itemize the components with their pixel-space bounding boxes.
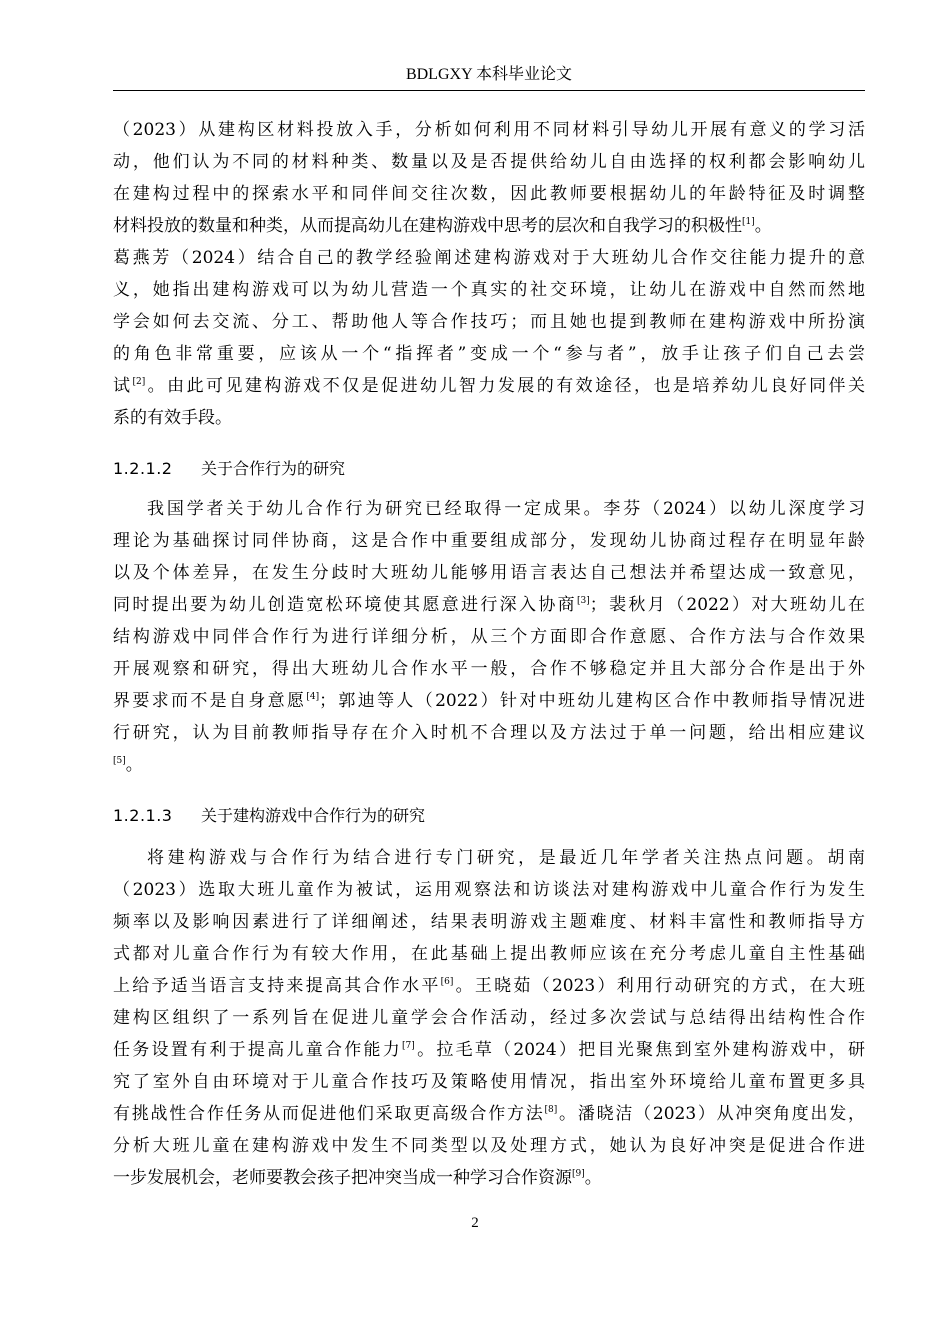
text-line: 结构游戏中同伴合作行为进行详细分析，从三个方面即合作意愿、合作方法与合作效果 [113,627,865,647]
text-run: 上给予适当语言支持来提高其合作水平 [113,976,441,996]
text-line: 式都对儿童合作行为有较大作用，在此基础上提出教师应该在充分考虑儿童自主性基础 [113,944,865,964]
text-line [113,1162,865,1194]
citation-ref: [1] [742,217,755,227]
text-line: 行研究，认为目前教师指导存在介入时机不合理以及方法过于单一问题，给出相应建议 [113,723,865,743]
citation-ref: [2] [132,377,146,387]
text-line: 建构区组织了一系列旨在促进儿童学会合作活动，经过多次尝试与总结得出结构性合作 [113,1008,865,1028]
paragraph-construction-cooperation [113,842,865,1194]
section-number: 1.2.1.3 [113,806,173,825]
header-rule [113,90,865,91]
text-line: 开展观察和研究，得出大班幼儿合作水平一般，合作不够稳定并且大部分合作是出于外 [113,659,865,679]
text-line: 以及个体差异，在发生分歧时大班幼儿能够用语言表达自己想法并希望达成一致意见， [113,563,865,583]
text-line: 分析大班儿童在建构游戏中发生不同类型以及处理方式，她认为良好冲突是促进合作进 [113,1136,865,1156]
text-line [113,970,865,1002]
text-run: 一步发展机会，老师要教会孩子把冲突当成一种学习合作资源 [113,1168,572,1188]
citation-ref: [3] [577,596,590,606]
text-run: ；郭迪等人（2022）针对中班幼儿建构区合作中教师指导情况进 [319,691,865,711]
text-line [113,685,865,717]
section-heading [113,457,345,481]
text-run: 界要求而不是自身意愿 [113,691,307,711]
citation-ref: [6] [440,977,454,987]
text-run: 。 [125,755,143,775]
citation-ref: [5] [113,756,126,766]
text-line: 频率以及影响因素进行了详细阐述，结果表明游戏主题难度、材料丰富性和教师指导方 [113,912,865,932]
text-run: 。由此可见建构游戏不仅是促进幼儿智力发展的有效途径，也是培养幼儿良好同伴关 [145,376,865,396]
citation-ref: [7] [402,1041,415,1051]
text-run: 试 [113,376,133,396]
text-line [113,1098,865,1130]
text-line: 动，他们认为不同的材料种类、数量以及是否提供给幼儿自由选择的权利都会影响幼儿 [113,152,865,172]
text-run: ；裴秋月（2022）对大班幼儿在 [589,595,865,615]
paragraph-cooperation [113,493,865,781]
text-line: 葛燕芳（2024）结合自己的教学经验阐述建构游戏对于大班幼儿合作交往能力提升的意 [113,248,865,268]
text-line: 在建构过程中的探索水平和同伴间交往次数，因此教师要根据幼儿的年龄特征及时调整 [113,184,865,204]
text-run: 同时提出要为幼儿创造宽松环境使其愿意进行深入协商 [113,595,577,615]
text-line: 系的有效手段。 [113,408,232,428]
section-number: 1.2.1.2 [113,459,173,478]
text-run: 。潘晓洁（2023）从冲突角度出发， [557,1104,865,1124]
section-title: 关于合作行为的研究 [201,459,346,478]
text-run: 。王晓茹（2023）利用行动研究的方式，在大班 [453,976,865,996]
text-run: 有挑战性合作任务从而促进他们采取更高级合作方法 [113,1104,545,1124]
section-heading [113,804,425,828]
text-line [113,1034,865,1066]
text-line: （2023）从建构区材料投放入手，分析如何利用不同材料引导幼儿开展有意义的学习活 [113,120,865,140]
text-line: 义，她指出建构游戏可以为幼儿营造一个真实的社交环境，让幼儿在游戏中自然而然地 [113,280,865,300]
text-line: 究了室外自由环境对于儿童合作技巧及策略使用情况，指出室外环境给儿童布置更多具 [113,1072,865,1092]
text-line: 理论为基础探讨同伴协商，这是合作中重要组成部分，发现幼儿协商过程存在明显年龄 [113,531,865,551]
citation-ref: [8] [544,1105,558,1115]
text-run: 任务设置有利于提高儿童合作能力 [113,1040,403,1060]
page-number: 2 [471,1215,479,1231]
text-run: 。拉毛草（2024）把目光聚焦到室外建构游戏中，研 [414,1040,865,1060]
citation-ref: [9] [572,1169,585,1179]
text-line: 将建构游戏与合作行为结合进行专门研究，是最近几年学者关注热点问题。胡南 [147,848,865,868]
text-line: （2023）选取大班儿童作为被试，运用观察法和访谈法对建构游戏中儿童合作行为发生 [113,880,865,900]
text-line: 我国学者关于幼儿合作行为研究已经取得一定成果。李芬（2024）以幼儿深度学习 [147,499,865,519]
text-run: 。 [584,1168,602,1188]
text-line: 学会如何去交流、分工、帮助他人等合作技巧；而且她也提到教师在建构游戏中所扮演 [113,312,865,332]
text-line [113,210,865,242]
citation-ref: [4] [306,692,320,702]
running-header: BDLGXY 本科毕业论文 [405,66,573,83]
text-run: 材料投放的数量和种类，从而提高幼儿在建构游戏中思考的层次和自我学习的积极性 [113,216,742,236]
text-run: 。 [754,216,772,236]
section-title: 关于建构游戏中合作行为的研究 [201,806,426,825]
paragraph-intro [113,114,865,434]
text-line [113,589,865,621]
text-line [113,749,865,781]
text-line: 的角色非常重要，应该从一个“指挥者”变成一个“参与者”，放手让孩子们自己去尝 [113,344,865,364]
text-line [113,370,865,402]
